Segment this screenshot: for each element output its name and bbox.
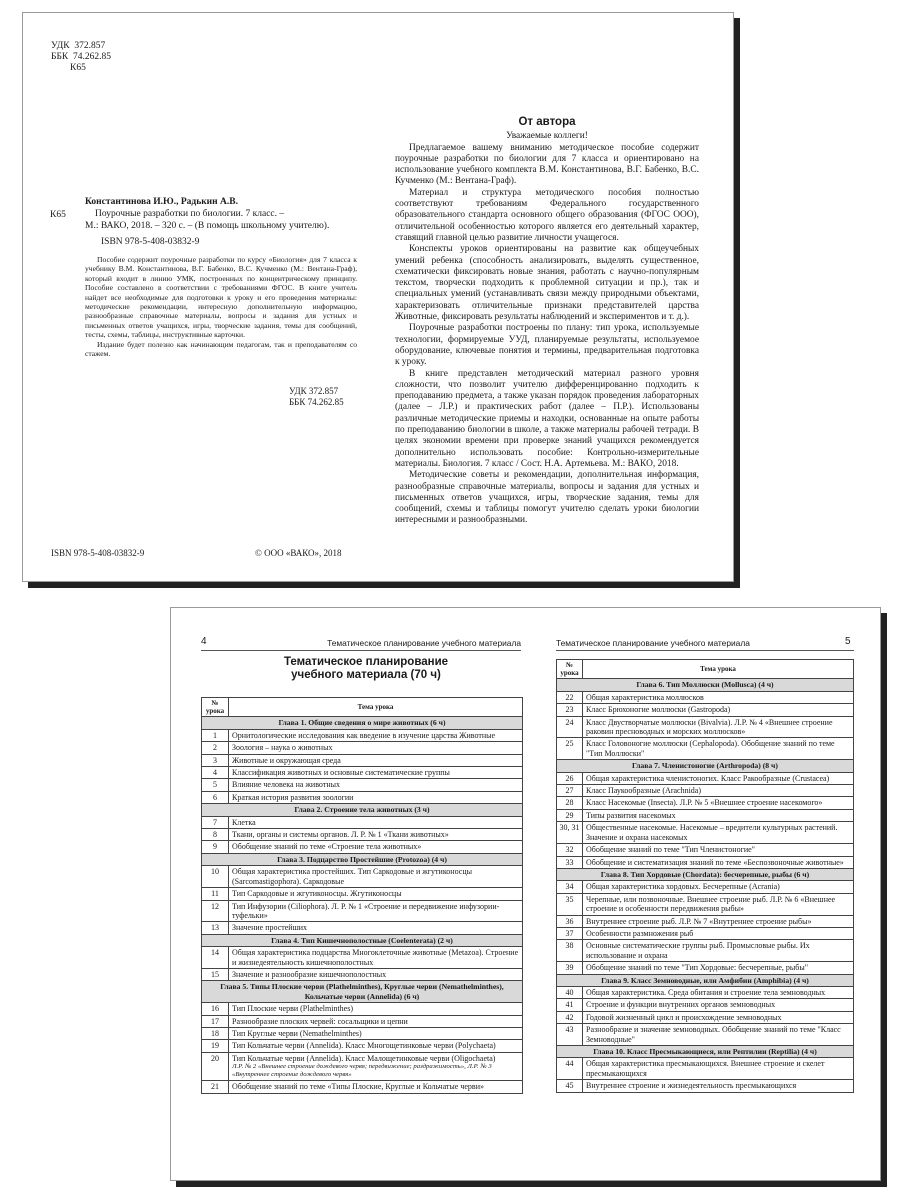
lesson-row xyxy=(557,986,854,998)
lesson-rows-right xyxy=(557,679,854,1092)
column-header-topic: Тема урока xyxy=(229,698,523,717)
lesson-number: 38 xyxy=(557,940,583,962)
lesson-topic-cell xyxy=(583,893,854,915)
lesson-number: 13 xyxy=(202,922,229,934)
lesson-topic: Класс Насекомые (Insecta). Л.Р. № 5 «Внешнее строение насекомого» xyxy=(586,798,823,808)
lesson-row xyxy=(202,1081,523,1093)
foreword-paragraph: Материал и структура методического пособия полностью соответствуют требованиям Федерального государственного образовательного стандарта основного общего образования (ФГОС ООО), отличительной особенностью которого является его деятельный характер, ставящий главной целью развитие личности учащегося. xyxy=(395,187,699,243)
lesson-topic-cell xyxy=(583,927,854,939)
lesson-topic: Класс Паукообразные (Arachnida) xyxy=(586,786,702,796)
lesson-rows-left xyxy=(202,717,523,1093)
lesson-row xyxy=(202,816,523,828)
lesson-row xyxy=(202,841,523,853)
lesson-plan-title xyxy=(201,656,531,682)
lesson-topic-cell xyxy=(229,754,523,766)
lesson-number: 4 xyxy=(202,767,229,779)
lesson-number: 25 xyxy=(557,738,583,760)
lesson-number: 9 xyxy=(202,841,229,853)
lesson-row xyxy=(557,704,854,716)
lesson-topic: Классификация животных и основные систематические группы xyxy=(232,768,450,778)
lesson-topic-cell xyxy=(229,1003,523,1015)
chapter-heading: Глава 4. Тип Кишечнополостные (Coelenterata) (2 ч) xyxy=(202,934,523,946)
lesson-topic: Обобщение знаний по теме «Строение тела животных» xyxy=(232,842,422,852)
lesson-topic-cell xyxy=(583,844,854,856)
lesson-row xyxy=(202,767,523,779)
chapter-heading: Глава 2. Строение тела животных (3 ч) xyxy=(202,804,523,816)
lesson-row xyxy=(202,791,523,803)
lesson-topic-cell xyxy=(583,1011,854,1023)
lesson-row xyxy=(202,1003,523,1015)
chapter-row xyxy=(557,1046,854,1058)
lesson-topic: Общая характеристика пресмыкающихся. Внешнее строение и скелет пресмыкающихся xyxy=(586,1059,825,1078)
udk-line: УДК 372.857 xyxy=(51,41,106,51)
lesson-topic-cell xyxy=(583,1058,854,1080)
author-foreword xyxy=(395,117,699,527)
chapter-row xyxy=(557,760,854,772)
lesson-topic: Типы развития насекомых xyxy=(586,810,676,820)
lesson-number: 44 xyxy=(557,1058,583,1080)
chapter-heading: Глава 9. Класс Земноводные, или Амфибии (Amphibia) (4 ч) xyxy=(557,974,854,986)
lesson-topic: Разнообразие плоских червей: сосальщики и цепни xyxy=(232,1016,408,1026)
lesson-number: 22 xyxy=(557,691,583,703)
lesson-row xyxy=(202,729,523,741)
lesson-number: 34 xyxy=(557,881,583,893)
lesson-row xyxy=(202,968,523,980)
lesson-number: 24 xyxy=(557,716,583,738)
lesson-number: 27 xyxy=(557,785,583,797)
isbn-bottom: ISBN 978-5-408-03832-9 xyxy=(51,548,145,558)
lesson-lab-note: Л.Р. № 2 «Внешнее строение дождевого червя; передвижение; раздражимость», Л.Р. № 3 «Внутреннее строение дождевого червя» xyxy=(232,1063,492,1079)
lesson-row xyxy=(202,1015,523,1027)
lesson-topic: Общая характеристика хордовых. Бесчерепные (Acrania) xyxy=(586,882,780,892)
foreword-title: От автора xyxy=(518,116,576,128)
page-number-right: 5 xyxy=(845,636,851,647)
lesson-topic-cell xyxy=(583,704,854,716)
lesson-topic-cell xyxy=(229,816,523,828)
lesson-topic-cell xyxy=(229,866,523,888)
lesson-row xyxy=(557,856,854,868)
author-names: Константинова И.Ю., Радькин А.В. xyxy=(85,197,238,207)
lesson-row xyxy=(557,738,854,760)
lesson-topic: Общая характеристика членистоногих. Класс Ракообразные (Crustacea) xyxy=(586,773,830,783)
chapter-row xyxy=(202,717,523,729)
lesson-topic: Обобщение знаний по теме «Типы Плоские, Круглые и Кольчатые черви» xyxy=(232,1082,484,1092)
lesson-row xyxy=(557,809,854,821)
lesson-number: 37 xyxy=(557,927,583,939)
lesson-number: 17 xyxy=(202,1015,229,1027)
book-spread-title-pages xyxy=(22,12,734,582)
lesson-topic: Орнитологические исследования как введение в изучение царства Животные xyxy=(232,730,496,740)
lesson-topic-cell xyxy=(229,1052,523,1080)
chapter-heading: Глава 3. Подцарство Простейшие (Protozoa) (4 ч) xyxy=(202,853,523,865)
lesson-number: 33 xyxy=(557,856,583,868)
lesson-row xyxy=(557,1011,854,1023)
lesson-row xyxy=(557,940,854,962)
lesson-row xyxy=(202,1052,523,1080)
lesson-topic: Класс Брюхоногие моллюски (Gastropoda) xyxy=(586,705,731,715)
lesson-topic-cell xyxy=(583,797,854,809)
chapter-row xyxy=(557,868,854,880)
lesson-row xyxy=(557,797,854,809)
lesson-topic-cell xyxy=(583,738,854,760)
annotation-text: Пособие содержит поурочные разработки по курсу «Биология» для 7 класса к учебнику В.М. Константинова, В.Г. Бабенко, В.С. Кучменко (М.: Вентана-Граф), который входит в линию УМК, построенных по концентрическому принципу. Пособие составлено в соответствии с требованиями ФГОС. В книге учитель найдет все необходимые для подготовки к уроку и его проведения материалы: методические рекомендации, интересную дополнительную информацию, разнообразные справочные материалы, вопросы и задания для устных и письменных ответов учащихся, игры, творческие задания, темы для сообщений, тесты, схемы, таблицы, инструктивные карточки. xyxy=(85,255,357,340)
lesson-topic: Класс Головоногие моллюски (Cephalopoda). Обобщение знаний по теме "Тип Моллюски" xyxy=(586,739,835,758)
lesson-topic: Строение и функции внутренних органов земноводных xyxy=(586,1000,776,1010)
lesson-row xyxy=(202,1027,523,1039)
chapter-heading: Глава 6. Тип Моллюски (Mollusca) (4 ч) xyxy=(557,679,854,691)
lesson-topic-cell xyxy=(229,922,523,934)
lesson-row xyxy=(202,888,523,900)
lesson-topic-cell xyxy=(583,809,854,821)
running-head-left: Тематическое планирование учебного материала xyxy=(201,638,521,651)
chapter-row xyxy=(557,679,854,691)
lesson-topic-cell xyxy=(229,947,523,969)
lesson-topic-cell xyxy=(229,1040,523,1052)
lesson-topic-cell xyxy=(229,888,523,900)
lesson-number: 14 xyxy=(202,947,229,969)
lesson-topic-cell xyxy=(229,900,523,922)
lesson-number: 7 xyxy=(202,816,229,828)
lesson-number: 8 xyxy=(202,829,229,841)
lesson-number: 10 xyxy=(202,866,229,888)
k65-line: К65 xyxy=(51,63,86,73)
column-header-topic: Тема урока xyxy=(583,660,854,679)
lesson-topic-cell xyxy=(583,822,854,844)
lesson-row xyxy=(202,900,523,922)
annotation-block xyxy=(85,255,357,358)
bib-line-1: Поурочные разработки по биологии. 7 класс. – xyxy=(95,209,285,219)
lesson-topic-cell xyxy=(229,841,523,853)
lesson-topic-cell xyxy=(229,729,523,741)
foreword-paragraph: В книге представлен методический материал разного уровня сложности, что позволит учителю дифференцированно подходить к преподаванию предмета, а также указан порядок проведения лабораторных (далее – Л.Р.) и практических работ (далее – П.Р.). Использованы различные методические приемы и находки, основанные на опыте работы по преподаванию биологии в школе, а также материалы рабочей тетради. В целях экономии времени при проверке знаний учащихся рекомендуется дополнительно использовать пособие: Контрольно-измерительные материалы. Биология. 7 класс / Сост. Н.А. Артемьева. М.: ВАКО, 2018. xyxy=(395,368,699,469)
udk-block-bottom xyxy=(289,386,344,408)
lesson-topic-cell xyxy=(583,940,854,962)
lesson-topic-cell xyxy=(229,767,523,779)
lesson-number: 29 xyxy=(557,809,583,821)
lesson-topic: Обобщение знаний по теме "Тип Членистоногие" xyxy=(586,845,755,855)
lesson-topic-cell xyxy=(229,1081,523,1093)
lesson-row xyxy=(557,893,854,915)
lesson-topic: Тип Саркодовые и жгутиконосцы. Жгутиконосцы xyxy=(232,889,402,899)
column-header-number: № урока xyxy=(202,698,229,717)
lesson-topic-cell xyxy=(583,1080,854,1092)
lesson-table-right xyxy=(556,659,854,1093)
udk-bottom-line: УДК 372.857 xyxy=(289,386,339,396)
lesson-number: 23 xyxy=(557,704,583,716)
lesson-row xyxy=(557,772,854,784)
lesson-topic-cell xyxy=(583,962,854,974)
bibliographic-description xyxy=(85,209,355,232)
isbn-line: ISBN 978-5-408-03832-9 xyxy=(101,237,200,247)
foreword-paragraph: Поурочные разработки построены по плану: тип урока, используемые технологии, формируемые УУД, планируемые результаты, используемое оборудование, ключевые понятия и термины, предварительная подготовка к уроку. xyxy=(395,323,699,368)
lesson-number: 28 xyxy=(557,797,583,809)
chapter-row xyxy=(202,804,523,816)
bbk-line: ББК 74.262.85 xyxy=(51,52,111,62)
lesson-row xyxy=(557,962,854,974)
udk-block-top xyxy=(51,41,111,74)
lesson-row xyxy=(202,779,523,791)
lesson-topic: Тип Плоские черви (Plathelminthes) xyxy=(232,1004,353,1014)
lesson-number: 2 xyxy=(202,742,229,754)
lesson-topic-cell xyxy=(229,968,523,980)
lesson-number: 21 xyxy=(202,1081,229,1093)
lesson-topic-cell xyxy=(583,1024,854,1046)
lesson-row xyxy=(202,829,523,841)
lesson-topic-cell xyxy=(583,881,854,893)
lesson-row xyxy=(202,866,523,888)
page-number-left: 4 xyxy=(201,636,207,647)
lesson-topic: Ткани, органы и системы органов. Л. Р. № 1 «Ткани животных» xyxy=(232,830,449,840)
lesson-number: 6 xyxy=(202,791,229,803)
lesson-row xyxy=(557,1080,854,1092)
foreword-paragraph: Предлагаемое вашему вниманию методическое пособие содержит поурочные разработки по биологии для 7 класса и ориентировано на использование учебного комплекта В.М. Константинова, В.Г. Бабенко, В.С. Кучменко (М.: Вентана-Граф). xyxy=(395,142,699,187)
lesson-number: 19 xyxy=(202,1040,229,1052)
lesson-number: 36 xyxy=(557,915,583,927)
lesson-row xyxy=(557,927,854,939)
lesson-row xyxy=(557,822,854,844)
lesson-topic: Тип Кольчатые черви (Annelida). Класс Многощетинковые черви (Polychaeta) xyxy=(232,1041,496,1051)
lesson-topic: Тип Кольчатые черви (Annelida). Класс Малощетинковые черви (Oligochaeta) xyxy=(232,1053,496,1063)
annotation-text-2: Издание будет полезно как начинающим педагогам, так и преподавателям со стажем. xyxy=(85,339,357,359)
lesson-topic-cell xyxy=(583,691,854,703)
lesson-number: 15 xyxy=(202,968,229,980)
lesson-topic-cell xyxy=(583,716,854,738)
lesson-topic: Общая характеристика. Среда обитания и строение тела земноводных xyxy=(586,987,826,997)
lesson-topic: Обобщение знаний по теме "Тип Хордовые: бесчерепные, рыбы" xyxy=(586,963,809,973)
lesson-row xyxy=(202,754,523,766)
lesson-topic: Зоология – наука о животных xyxy=(232,743,333,753)
table-header-row xyxy=(202,698,523,717)
lesson-topic: Основные систематические группы рыб. Промысловые рыбы. Их использование и охрана xyxy=(586,941,810,960)
lesson-row xyxy=(557,915,854,927)
lesson-topic: Класс Двустворчатые моллюски (Bivalvia). Л.Р. № 4 «Внешнее строение раковин пресноводных и морских моллюсков» xyxy=(586,717,833,737)
lesson-row xyxy=(202,947,523,969)
lesson-row xyxy=(557,691,854,703)
lesson-number: 3 xyxy=(202,754,229,766)
foreword-paragraph: Конспекты уроков ориентированы на развитие как общеучебных умений ребенка (способность анализировать, выделять существенное, схематически фиксировать новые знания, работать с научно-популярным текстом, творчески подходить к проблемной ситуации и пр.), так и специальных умений (устанавливать связи между природными объектами, характеризовать отличительные признаки представителей царства Животные, фиксировать результаты наблюдений и экспериментов и т. д.). xyxy=(395,244,699,323)
lesson-topic: Краткая история развития зоологии xyxy=(232,792,354,802)
lesson-topic: Черепные, или позвоночные. Внешнее строение рыб. Л.Р. № 6 «Внешнее строение и особенности передвижения рыбы» xyxy=(586,894,836,914)
lesson-topic-cell xyxy=(583,999,854,1011)
lesson-topic-cell xyxy=(583,986,854,998)
lesson-number: 26 xyxy=(557,772,583,784)
foreword-paragraph: Методические советы и рекомендации, дополнительная информация, разнообразные справочные материалы, вопросы и задания для устных и письменных ответов учащихся, игры, творческие задания, темы для сообщений, схемы и таблицы помогут учителю сделать уроки биологии интересными и разнообразными. xyxy=(395,470,699,526)
lesson-topic: Животные и окружающая среда xyxy=(232,755,341,765)
lesson-topic: Тип Инфузории (Ciliophora). Л. Р. № 1 «Строение и передвижение инфузории-туфельки» xyxy=(232,901,500,920)
lesson-topic: Общая характеристика простейших. Тип Саркодовые и жгутиконосцы (Sarcomastigophora). Саркодовые xyxy=(232,867,472,886)
lesson-topic: Разнообразие и значение земноводных. Обобщение знаний по теме "Класс Земноводные" xyxy=(586,1025,841,1044)
lesson-topic: Обобщение и систематизация знаний по теме «Беспозвоночные животные» xyxy=(586,857,844,867)
chapter-heading: Глава 1. Общие сведения о мире животных (6 ч) xyxy=(202,717,523,729)
lesson-row xyxy=(202,922,523,934)
lesson-number: 41 xyxy=(557,999,583,1011)
chapter-heading: Глава 5. Типы Плоские черви (Plathelminthes), Круглые черви (Nemathelminthes), Кольчатые черви (Annelida) (6 ч) xyxy=(202,981,523,1003)
lesson-number: 18 xyxy=(202,1027,229,1039)
chapter-row xyxy=(202,853,523,865)
lesson-topic-cell xyxy=(229,779,523,791)
bbk-bottom-line: ББК 74.262.85 xyxy=(289,397,344,407)
lesson-number: 40 xyxy=(557,986,583,998)
lesson-topic-cell xyxy=(229,791,523,803)
foreword-greeting: Уважаемые коллеги! xyxy=(506,131,588,142)
lesson-row xyxy=(202,742,523,754)
lesson-number: 20 xyxy=(202,1052,229,1080)
lesson-topic: Годовой жизненный цикл и происхождение земноводных xyxy=(586,1012,782,1022)
lesson-topic-cell xyxy=(229,1015,523,1027)
lesson-topic: Особенности размножения рыб xyxy=(586,928,694,938)
lesson-number: 5 xyxy=(202,779,229,791)
lesson-topic: Значение простейших xyxy=(232,923,308,933)
lesson-number: 30, 31 xyxy=(557,822,583,844)
lesson-topic: Общая характеристика подцарства Многоклеточные животные (Metazoa). Строение и жизнедеятельность кишечнополостных xyxy=(232,948,519,967)
chapter-row xyxy=(202,934,523,946)
lesson-number: 11 xyxy=(202,888,229,900)
running-head-right: Тематическое планирование учебного материала xyxy=(556,638,854,651)
lesson-number: 1 xyxy=(202,729,229,741)
chapter-row xyxy=(202,981,523,1003)
lesson-row xyxy=(557,716,854,738)
lesson-table-left xyxy=(201,697,523,1094)
table-header-row xyxy=(557,660,854,679)
lesson-number: 16 xyxy=(202,1003,229,1015)
lesson-row xyxy=(557,785,854,797)
copyright: © ООО «ВАКО», 2018 xyxy=(255,548,342,558)
lesson-number: 32 xyxy=(557,844,583,856)
title-line-2: учебного материала (70 ч) xyxy=(291,669,441,681)
chapter-heading: Глава 8. Тип Хордовые (Chordata): бесчерепные, рыбы (6 ч) xyxy=(557,868,854,880)
chapter-row xyxy=(557,974,854,986)
lesson-number: 42 xyxy=(557,1011,583,1023)
lesson-number: 43 xyxy=(557,1024,583,1046)
column-header-number: № урока xyxy=(557,660,583,679)
lesson-topic-cell xyxy=(583,772,854,784)
lesson-number: 45 xyxy=(557,1080,583,1092)
chapter-heading: Глава 10. Класс Пресмыкающиеся, или Рептилии (Reptilia) (4 ч) xyxy=(557,1046,854,1058)
lesson-topic: Общественные насекомые. Насекомые – вредители культурных растений. Значение и охрана насекомых xyxy=(586,823,838,842)
lesson-topic-cell xyxy=(229,1027,523,1039)
lesson-number: 35 xyxy=(557,893,583,915)
lesson-topic-cell xyxy=(229,829,523,841)
lesson-number: 39 xyxy=(557,962,583,974)
lesson-topic-cell xyxy=(583,856,854,868)
chapter-heading: Глава 7. Членистоногие (Arthropoda) (8 ч) xyxy=(557,760,854,772)
lesson-row xyxy=(557,1024,854,1046)
lesson-topic: Внутреннее строение и жизнедеятельность пресмыкающихся xyxy=(586,1081,797,1091)
title-line-1: Тематическое планирование xyxy=(283,656,449,668)
lesson-row xyxy=(557,881,854,893)
lesson-topic-cell xyxy=(583,785,854,797)
lesson-row xyxy=(557,1058,854,1080)
lesson-topic: Внутреннее строение рыб. Л.Р. № 7 «Внутреннее строение рыбы» xyxy=(586,916,812,926)
lesson-topic: Тип Круглые черви (Nemathelminthes) xyxy=(232,1028,362,1038)
lesson-topic: Общая характеристика моллюсков xyxy=(586,692,704,702)
lesson-topic: Значение и разнообразие кишечнополостных xyxy=(232,969,387,979)
bib-line-2: М.: ВАКО, 2018. – 320 с. – (В помощь школьному учителю). xyxy=(85,220,330,231)
lesson-row xyxy=(557,844,854,856)
lesson-row xyxy=(202,1040,523,1052)
lesson-topic: Влияние человека на животных xyxy=(232,780,340,790)
lesson-row xyxy=(557,999,854,1011)
book-spread-lesson-plan xyxy=(170,607,881,1181)
lesson-topic: Клетка xyxy=(232,817,256,827)
lesson-number: 12 xyxy=(202,900,229,922)
lesson-topic-cell xyxy=(229,742,523,754)
k65-mark: К65 xyxy=(50,210,66,220)
lesson-topic-cell xyxy=(583,915,854,927)
